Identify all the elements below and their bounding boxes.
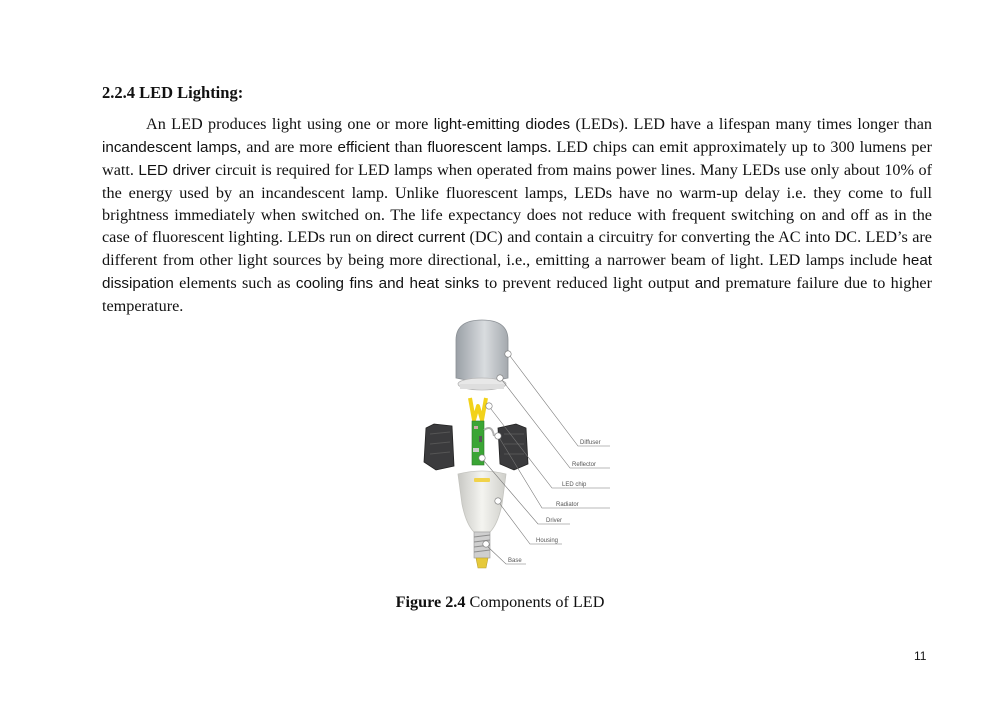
body-paragraph bbox=[102, 113, 932, 317]
label-radiator: Radiator bbox=[556, 502, 579, 508]
keyword-term: efficient bbox=[337, 139, 390, 156]
radiator-right-part bbox=[498, 424, 528, 470]
section-heading: 2.2.4 LED Lighting: bbox=[102, 83, 244, 102]
text-run: circuit is required for LED lamps when operated from mains power lines. Many LEDs use only about 10% of the energy used by an incandescent lamp. Unlike fluorescent lamps, LEDs have no warm-up delay i.e. they come to full brightness immediately when switched on. The life expectancy does not reduce with frequent switching on and off as in the case of fluorescent lighting. LEDs run on bbox=[102, 161, 932, 246]
figure-caption bbox=[0, 593, 1000, 612]
keyword-term: LED driver bbox=[138, 162, 211, 179]
diffuser-part bbox=[456, 320, 508, 381]
keyword-term: incandescent lamps bbox=[102, 139, 238, 156]
figure-number: Figure 2.4 bbox=[395, 593, 466, 611]
text-run: (DC) and contain a circuitry for converting the AC into DC. LED’s are different from other light sources by being more directional, i.e., emitting a narrower beam of light. LED lamps include bbox=[102, 228, 932, 269]
label-base: Base bbox=[508, 558, 522, 564]
text-run: than bbox=[389, 138, 428, 156]
keyword-term: heat dissipation bbox=[102, 252, 932, 292]
text-run: elements such as bbox=[173, 274, 296, 292]
keyword-term: fluorescent lamps bbox=[427, 139, 548, 156]
base-part bbox=[474, 532, 490, 568]
keyword-term: and bbox=[694, 275, 721, 292]
label-reflector: Reflector bbox=[572, 462, 597, 468]
led-chip-part bbox=[470, 398, 486, 420]
label-diffuser: Diffuser bbox=[580, 440, 601, 446]
text-run: to prevent reduced light output bbox=[479, 274, 695, 292]
text-run: (LEDs). LED have a lifespan many times longer than bbox=[570, 115, 932, 133]
text-run: premature failure due to higher temperature. bbox=[102, 274, 932, 315]
label-housing: Housing bbox=[536, 538, 559, 544]
led-exploded-diagram bbox=[410, 318, 610, 576]
keyword-term: light-emitting diodes bbox=[433, 116, 571, 133]
led-components-figure bbox=[410, 318, 610, 576]
figure-caption-text: Components of LED bbox=[465, 593, 605, 611]
text-run: , and are more bbox=[237, 138, 338, 156]
keyword-term: direct current bbox=[376, 229, 466, 246]
label-driver: Driver bbox=[546, 518, 562, 524]
label-led-chip: LED chip bbox=[562, 482, 587, 488]
keyword-term: cooling fins and heat sinks bbox=[295, 275, 480, 292]
text-run: . LED chips can emit approximately up to 300 lumens per watt. bbox=[102, 138, 933, 179]
radiator-left-part bbox=[424, 424, 454, 470]
text-run: An LED produces light using one or more bbox=[146, 115, 434, 133]
page-number: 11 bbox=[914, 649, 927, 663]
